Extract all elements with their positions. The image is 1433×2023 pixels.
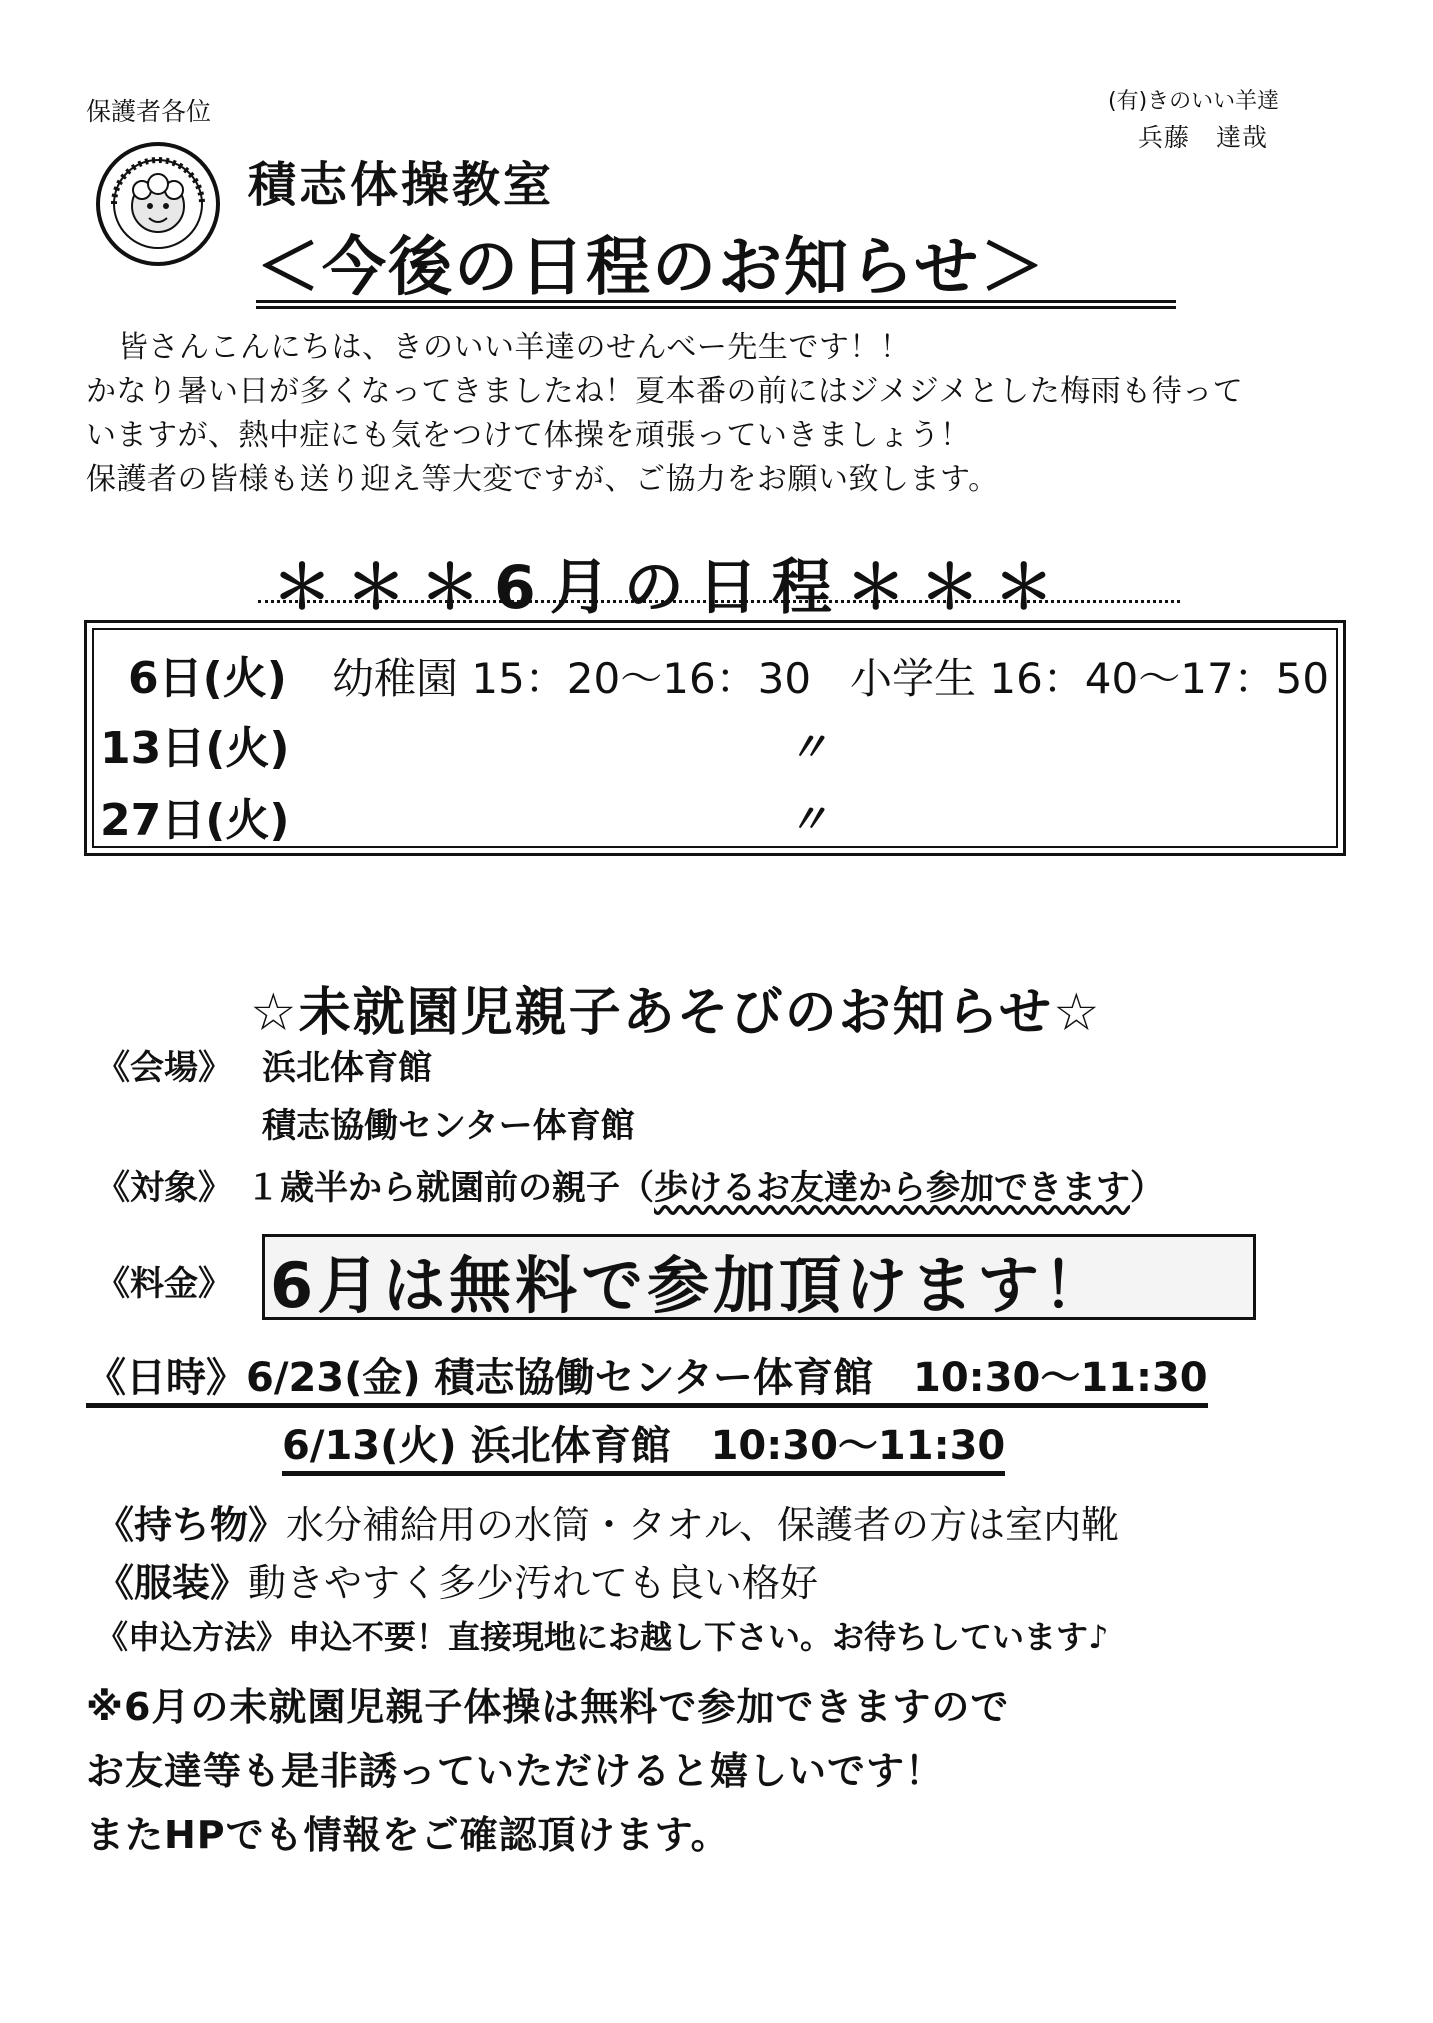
- clothing-label: 《服装》: [96, 1561, 249, 1605]
- sheep-logo-icon: [94, 140, 222, 268]
- intro-line: かなり暑い日が多くなってきましたね！夏本番の前にはジメジメとした梅雨も待って: [86, 374, 1244, 409]
- intro-line: いますが、熱中症にも気をつけて体操を頑張っていきましょう！: [86, 418, 971, 453]
- datetime-row: [282, 1414, 1005, 1471]
- venue-value: 積志協働センター体育館: [262, 1106, 635, 1146]
- ditto-mark: 〃: [788, 725, 828, 771]
- schedule-date: 6日(火): [128, 653, 287, 704]
- apply-row: [96, 1612, 1108, 1658]
- organization-name: (有)きのいい羊達: [1108, 89, 1280, 114]
- closing-note: またHPでも情報をご確認頂けます。: [86, 1813, 730, 1857]
- apply-value: 申込不要！直接現地にお越し下さい。お待ちしています♪: [288, 1618, 1109, 1656]
- month-schedule-heading: ＊＊＊6月の日程＊＊＊: [272, 553, 1068, 623]
- schedule-kinder-time: 幼稚園 15：20～16：30: [332, 654, 812, 703]
- page-title: ＜今後の日程のお知らせ＞: [256, 231, 1047, 305]
- datetime-row: [86, 1346, 1208, 1403]
- datetime-value: 6/13(火) 浜北体育館 10:30～11:30: [282, 1423, 1005, 1476]
- intro-line: 皆さんこんにちは、きのいい羊達のせんべー先生です！！: [118, 330, 911, 365]
- items-row: [96, 1494, 1119, 1549]
- schedule-date: 13日(火): [100, 723, 290, 774]
- title-divider: [256, 300, 1176, 309]
- items-label: 《持ち物》: [96, 1503, 287, 1547]
- venue-value: 浜北体育館: [262, 1048, 432, 1088]
- intro-line: 保護者の皆様も送り迎え等大変ですが、ご協力をお願い致します。: [86, 462, 999, 497]
- clothing-row: [96, 1552, 818, 1607]
- apply-label: 《申込方法》: [96, 1618, 289, 1656]
- target-end: ）: [1130, 1168, 1164, 1208]
- target-label: 《対象》: [96, 1168, 232, 1208]
- target-emphasis: 歩けるお友達から参加できます: [654, 1168, 1130, 1208]
- datetime-value: 6/23(金) 積志協働センター体育館 10:30～11:30: [246, 1355, 1208, 1401]
- recipient-line: 保護者各位: [86, 97, 212, 126]
- datetime-label: 《日時》: [86, 1355, 246, 1401]
- clothing-value: 動きやすく多少汚れても良い格好: [248, 1561, 819, 1605]
- section-title: ☆未就園児親子あそびのお知らせ☆: [250, 983, 1102, 1043]
- schedule-elem-time: 小学生 16：40～17：50: [850, 654, 1330, 703]
- venue-label: 《会場》: [96, 1048, 232, 1088]
- items-value: 水分補給用の水筒・タオル、保護者の方は室内靴: [286, 1503, 1119, 1547]
- class-name: 積志体操教室: [248, 157, 555, 213]
- target-row: [96, 1160, 1164, 1209]
- sender-name: 兵藤 達哉: [1138, 123, 1269, 152]
- ditto-mark: 〃: [788, 797, 828, 843]
- fee-value: 6月は無料で参加頂けます！: [270, 1249, 1110, 1322]
- closing-note: お友達等も是非誘っていただけると嬉しいです！: [86, 1749, 945, 1793]
- closing-note: ※6月の未就園児親子体操は無料で参加できますので: [86, 1685, 1010, 1729]
- target-value: １歳半から就園前の親子（: [246, 1168, 654, 1208]
- schedule-date: 27日(火): [100, 795, 290, 846]
- fee-label: 《料金》: [96, 1264, 232, 1304]
- heading-dotted-divider: [258, 600, 1180, 603]
